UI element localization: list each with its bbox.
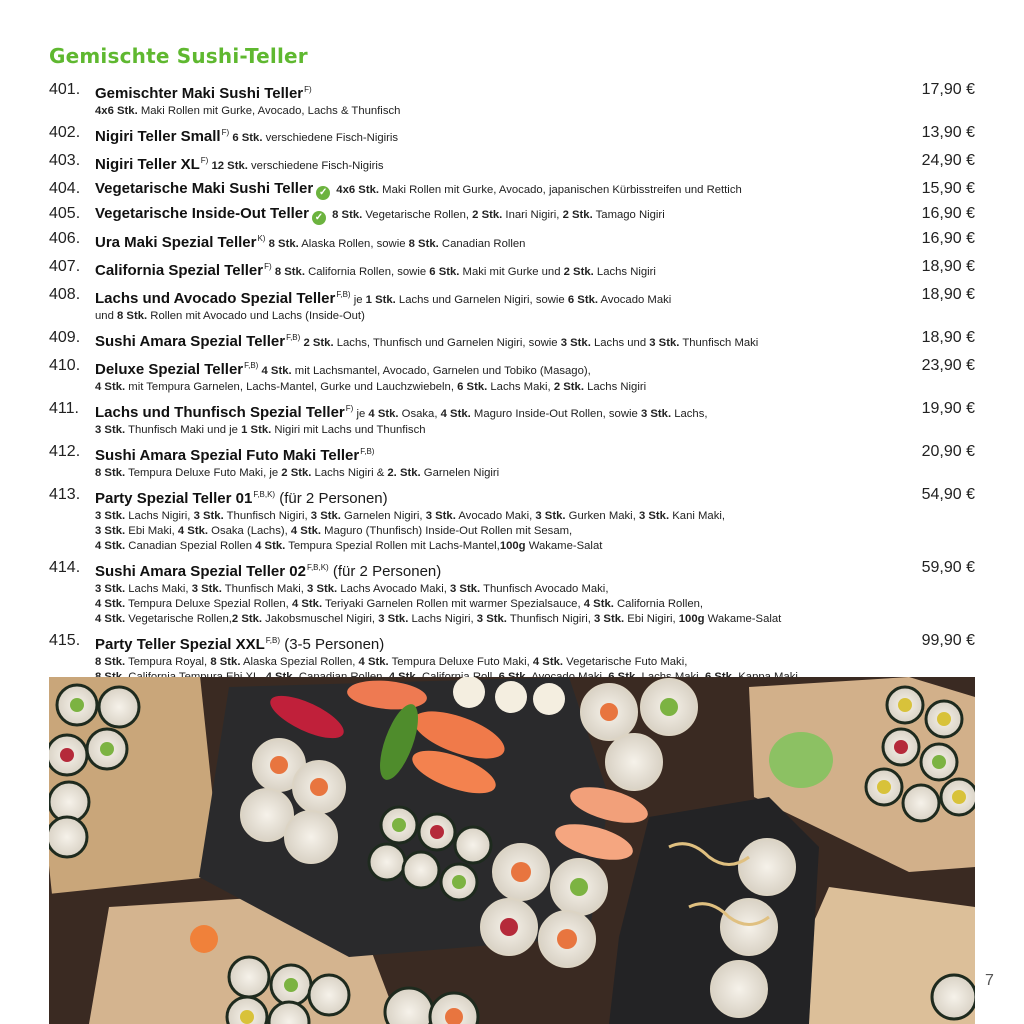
detail-text: Lachs und: [590, 337, 650, 349]
quantity: 3 Stk.: [649, 337, 680, 349]
detail-text: je: [353, 294, 366, 306]
quantity: 4 Stk.: [583, 598, 614, 610]
item-price: 16,90 €: [921, 230, 975, 247]
item-name: Ura Maki Spezial Teller: [95, 234, 257, 251]
detail-text: Ebi Nigiri,: [624, 613, 679, 625]
quantity: 2 Stk.: [281, 467, 312, 479]
detail-text: Kani Maki,: [669, 510, 725, 522]
detail-text: Osaka,: [398, 408, 441, 420]
allergen-codes: F): [264, 262, 272, 271]
quantity: 3 Stk.: [640, 408, 672, 420]
detail-text: Lachs Maki,: [125, 583, 192, 595]
detail-text: Vegetarische Rollen,: [125, 613, 232, 625]
quantity: 3 Stk.: [425, 510, 456, 522]
menu-list: [49, 80, 979, 704]
detail-text: Canadian Spezial Rollen: [125, 540, 256, 552]
item-heading: [95, 485, 889, 509]
menu-item: [49, 151, 979, 175]
allergen-codes: F,B,K): [306, 563, 329, 572]
detail-text: Maki Rollen mit Gurke, Avocado, Lachs & Thunfisch: [137, 105, 401, 117]
item-number: 409.: [49, 329, 81, 346]
detail-text: Thunfisch Maki: [679, 337, 759, 349]
detail-text: Tempura Deluxe Futo Maki, je: [125, 467, 282, 479]
item-price: 54,90 €: [921, 486, 975, 503]
quantity: 4x6 Stk.: [336, 184, 380, 196]
item-number: 405.: [49, 205, 81, 222]
item-price: 16,90 €: [921, 205, 975, 222]
allergen-codes: F): [200, 156, 209, 165]
detail-text: Nigiri mit Lachs und Thunfisch: [271, 424, 426, 436]
quantity: 2 Stk.: [562, 209, 593, 221]
item-price: 18,90 €: [921, 258, 975, 275]
quantity: 2 Stk.: [563, 266, 594, 278]
quantity: 6 Stk.: [567, 294, 598, 306]
quantity: 3 Stk.: [560, 337, 591, 349]
item-heading: [95, 151, 889, 175]
quantity: 4 Stk.: [261, 365, 292, 377]
detail-text: Lachs Nigiri: [593, 266, 656, 278]
item-price: 99,90 €: [921, 632, 975, 649]
item-price: 18,90 €: [921, 286, 975, 303]
item-name: Vegetarische Maki Sushi Teller: [95, 180, 314, 197]
item-name: Gemischter Maki Sushi Teller: [95, 85, 304, 102]
quantity: 4 Stk.: [290, 525, 322, 537]
vegan-leaf-icon: ✓: [316, 186, 330, 200]
quantity: 4 Stk.: [95, 540, 126, 552]
detail-text: Avocado Maki: [598, 294, 672, 306]
quantity: 12 Stk.: [211, 160, 248, 172]
item-price: 19,90 €: [921, 400, 975, 417]
quantity: 6 Stk.: [429, 266, 460, 278]
item-description-line: [95, 524, 889, 539]
quantity: 4 Stk.: [532, 656, 564, 668]
detail-text: Lachs, Thunfisch und Garnelen Nigiri, sowie: [333, 337, 561, 349]
item-heading: [95, 558, 889, 582]
detail-text: Lachs Nigiri &: [311, 467, 388, 479]
item-description-line: [95, 597, 889, 612]
detail-text: Tempura Deluxe Spezial Rollen,: [125, 598, 292, 610]
allergen-codes: F,B): [336, 290, 351, 299]
item-description: [208, 160, 383, 172]
item-heading: [95, 229, 889, 253]
item-name: Lachs und Avocado Spezial Teller: [95, 290, 336, 307]
item-persons: (für 2 Personen): [328, 563, 442, 580]
quantity: 3 Stk.: [593, 613, 625, 625]
item-price: 23,90 €: [921, 357, 975, 374]
quantity: 4 Stk.: [255, 540, 286, 552]
quantity: 3 Stk.: [95, 424, 126, 436]
item-name: Sushi Amara Spezial Teller 02: [95, 563, 306, 580]
allergen-codes: F,B): [244, 361, 259, 370]
item-heading: [95, 442, 889, 466]
sushi-photo: [49, 677, 975, 1024]
quantity: 3 Stk.: [638, 510, 670, 522]
item-number: 401.: [49, 81, 81, 98]
item-heading: [95, 179, 889, 200]
item-name: California Spezial Teller: [95, 262, 264, 279]
detail-text: Lachs Nigiri: [583, 381, 647, 393]
item-number: 406.: [49, 230, 81, 247]
item-persons: (3-5 Personen): [280, 636, 385, 653]
detail-text: Teriyaki Garnelen Rollen mit warmer Spezialsauce,: [322, 598, 584, 610]
item-heading: [95, 356, 889, 380]
item-price: 59,90 €: [921, 559, 975, 576]
item-description: [265, 238, 525, 250]
item-description-line: [95, 380, 889, 395]
quantity: 8 Stk.: [268, 238, 299, 250]
menu-item: [49, 485, 979, 554]
quantity: 8 Stk.: [210, 656, 241, 668]
detail-text: Maki Rollen mit Gurke, Avocado, japanischen Kürbisstreifen und Rettich: [379, 184, 742, 196]
quantity: 2. Stk.: [387, 467, 421, 479]
menu-item: [49, 123, 979, 147]
item-heading: [95, 204, 889, 225]
detail-text: Maguro (Thunfisch) Inside-Out Rollen mit Sesam,: [321, 525, 573, 537]
item-name: Deluxe Spezial Teller: [95, 361, 244, 378]
detail-text: Inari Nigiri,: [502, 209, 563, 221]
quantity: 3 Stk.: [95, 510, 126, 522]
item-price: 17,90 €: [921, 81, 975, 98]
detail-text: Garnelen Nigiri: [420, 467, 500, 479]
detail-text: Thunfisch Maki,: [221, 583, 308, 595]
item-name: Party Teller Spezial XXL: [95, 636, 265, 653]
quantity: 2 Stk.: [472, 209, 503, 221]
item-name: Sushi Amara Spezial Futo Maki Teller: [95, 447, 360, 464]
menu-item: [49, 558, 979, 627]
item-number: 413.: [49, 486, 81, 503]
quantity: 4 Stk.: [368, 408, 399, 420]
menu-item: [49, 399, 979, 438]
allergen-codes: F): [221, 128, 230, 137]
quantity: 1 Stk.: [241, 424, 272, 436]
detail-text: je: [356, 408, 369, 420]
item-description-line: [95, 582, 889, 597]
page-title: Gemischte Sushi-Teller: [49, 44, 308, 68]
item-name: Party Spezial Teller 01: [95, 490, 253, 507]
page-number: 7: [985, 972, 994, 989]
item-name: Nigiri Teller XL: [95, 156, 200, 173]
detail-text: California Rollen,: [613, 598, 704, 610]
allergen-codes: F): [345, 404, 354, 413]
item-number: 411.: [49, 400, 79, 417]
item-number: 408.: [49, 286, 81, 303]
item-heading: [95, 399, 889, 423]
item-number: 403.: [49, 152, 81, 169]
item-heading: [95, 80, 889, 104]
quantity: 4 Stk.: [440, 408, 471, 420]
quantity: 4 Stk.: [95, 381, 126, 393]
item-heading: [95, 328, 889, 352]
detail-text: Alaska Rollen, sowie: [298, 238, 409, 250]
quantity: 4x6 Stk.: [95, 105, 138, 117]
item-description-line: [95, 509, 889, 524]
quantity: 3 Stk.: [193, 510, 224, 522]
detail-text: verschiedene Fisch-Nigiris: [247, 160, 384, 172]
quantity: 8 Stk.: [95, 656, 126, 668]
quantity: 2 Stk.: [553, 381, 584, 393]
detail-text: Osaka (Lachs),: [208, 525, 291, 537]
detail-text: Wakame-Salat: [525, 540, 603, 552]
item-description-line: [95, 104, 889, 119]
quantity: 8 Stk.: [408, 238, 439, 250]
item-number: 402.: [49, 124, 81, 141]
item-name: Vegetarische Inside-Out Teller: [95, 205, 309, 222]
item-number: 410.: [49, 357, 81, 374]
item-number: 412.: [49, 443, 81, 460]
item-description: [351, 294, 672, 306]
quantity: 3 Stk.: [476, 613, 507, 625]
quantity: 3 Stk.: [95, 525, 126, 537]
item-number: 407.: [49, 258, 81, 275]
item-description: [353, 408, 707, 420]
menu-item: [49, 285, 979, 324]
detail-text: Gurken Maki,: [565, 510, 639, 522]
allergen-codes: F,B): [286, 333, 301, 342]
item-heading: [95, 257, 889, 281]
menu-item: [49, 80, 979, 119]
detail-text: Thunfisch Nigiri,: [506, 613, 594, 625]
detail-text: Rollen mit Avocado und Lachs (Inside-Out): [147, 310, 365, 322]
quantity: 6 Stk.: [232, 132, 263, 144]
detail-text: Avocado Maki,: [455, 510, 536, 522]
quantity: 3 Stk.: [535, 510, 566, 522]
quantity: 100g: [499, 540, 526, 552]
allergen-codes: F,B,K): [253, 490, 276, 499]
quantity: 3 Stk.: [450, 583, 481, 595]
menu-item: [49, 257, 979, 281]
quantity: 8 Stk.: [274, 266, 305, 278]
item-description: [272, 266, 656, 278]
item-price: 18,90 €: [921, 329, 975, 346]
item-description: [258, 365, 590, 377]
detail-text: Thunfisch Nigiri,: [223, 510, 311, 522]
menu-item: [49, 442, 979, 481]
detail-text: Alaska Spezial Rollen,: [240, 656, 359, 668]
item-description-line: [95, 612, 889, 627]
quantity: 8 Stk.: [117, 310, 148, 322]
item-description-line: [95, 539, 889, 554]
menu-item: [49, 179, 979, 200]
detail-text: Lachs Maki,: [487, 381, 554, 393]
item-name: Lachs und Thunfisch Spezial Teller: [95, 404, 345, 421]
item-heading: [95, 285, 889, 309]
allergen-codes: K): [257, 234, 266, 243]
detail-text: Lachs Nigiri,: [125, 510, 194, 522]
item-price: 13,90 €: [921, 124, 975, 141]
detail-text: Lachs Nigiri,: [408, 613, 477, 625]
detail-text: Tempura Royal,: [125, 656, 211, 668]
item-description-line: [95, 423, 889, 438]
menu-item: [49, 356, 979, 395]
item-name: Nigiri Teller Small: [95, 128, 221, 145]
detail-text: Tempura Deluxe Futo Maki,: [388, 656, 533, 668]
quantity: 8 Stk.: [95, 467, 126, 479]
menu-item: [49, 328, 979, 352]
quantity: 4 Stk.: [95, 613, 126, 625]
item-description: [329, 209, 665, 221]
quantity: 4 Stk.: [177, 525, 209, 537]
detail-text: Lachs und Garnelen Nigiri, sowie: [395, 294, 568, 306]
menu-item: [49, 229, 979, 253]
detail-text: und: [95, 310, 117, 322]
detail-text: Lachs,: [671, 408, 708, 420]
item-description: [229, 132, 398, 144]
quantity: 1 Stk.: [365, 294, 396, 306]
detail-text: Maki mit Gurke und: [459, 266, 564, 278]
quantity: 3 Stk.: [191, 583, 222, 595]
detail-text: Tamago Nigiri: [592, 209, 665, 221]
item-heading: [95, 631, 889, 655]
allergen-codes: F,B): [360, 447, 375, 456]
quantity: 8 Stk.: [332, 209, 363, 221]
detail-text: Vegetarische Futo Maki,: [563, 656, 688, 668]
detail-text: verschiedene Fisch-Nigiris: [262, 132, 399, 144]
vegan-leaf-icon: ✓: [312, 211, 326, 225]
item-price: 15,90 €: [921, 180, 975, 197]
quantity: 3 Stk.: [95, 583, 126, 595]
detail-text: Wakame-Salat: [704, 613, 782, 625]
detail-text: Tempura Spezial Rollen mit Lachs-Mantel,: [285, 540, 500, 552]
item-persons: (für 2 Personen): [275, 490, 388, 507]
detail-text: mit Lachsmantel, Avocado, Garnelen und Tobiko (Masago),: [291, 365, 591, 377]
item-price: 20,90 €: [921, 443, 975, 460]
quantity: 4 Stk.: [95, 598, 126, 610]
detail-text: Jakobsmuschel Nigiri,: [262, 613, 379, 625]
detail-text: California Rollen, sowie: [304, 266, 430, 278]
detail-text: Thunfisch Avocado Maki,: [480, 583, 609, 595]
item-heading: [95, 123, 889, 147]
quantity: 4 Stk.: [291, 598, 323, 610]
item-description: [300, 337, 758, 349]
quantity: 3 Stk.: [310, 510, 341, 522]
item-number: 414.: [49, 559, 81, 576]
detail-text: Thunfisch Maki und je: [125, 424, 242, 436]
detail-text: mit Tempura Garnelen, Lachs-Mantel, Gurke und Lauchzwiebeln,: [125, 381, 458, 393]
menu-item: [49, 204, 979, 225]
allergen-codes: F): [304, 85, 312, 94]
detail-text: Ebi Maki,: [125, 525, 178, 537]
item-name: Sushi Amara Spezial Teller: [95, 333, 286, 350]
quantity: 4 Stk.: [358, 656, 389, 668]
detail-text: Vegetarische Rollen,: [362, 209, 473, 221]
quantity: 2 Stk.: [231, 613, 263, 625]
item-description-line: [95, 655, 889, 670]
allergen-codes: F,B): [265, 636, 281, 645]
detail-text: Canadian Rollen: [438, 238, 526, 250]
item-number: 415.: [49, 632, 81, 649]
item-description-line: [95, 309, 889, 324]
item-number: 404.: [49, 180, 81, 197]
detail-text: Garnelen Nigiri,: [340, 510, 426, 522]
detail-text: Maguro Inside-Out Rollen, sowie: [470, 408, 641, 420]
quantity: 100g: [678, 613, 705, 625]
detail-text: Lachs Avocado Maki,: [337, 583, 450, 595]
quantity: 2 Stk.: [303, 337, 334, 349]
quantity: 6 Stk.: [457, 381, 488, 393]
item-price: 24,90 €: [921, 152, 975, 169]
quantity: 3 Stk.: [378, 613, 409, 625]
quantity: 3 Stk.: [307, 583, 338, 595]
item-description: [333, 184, 742, 196]
item-description-line: [95, 466, 889, 481]
